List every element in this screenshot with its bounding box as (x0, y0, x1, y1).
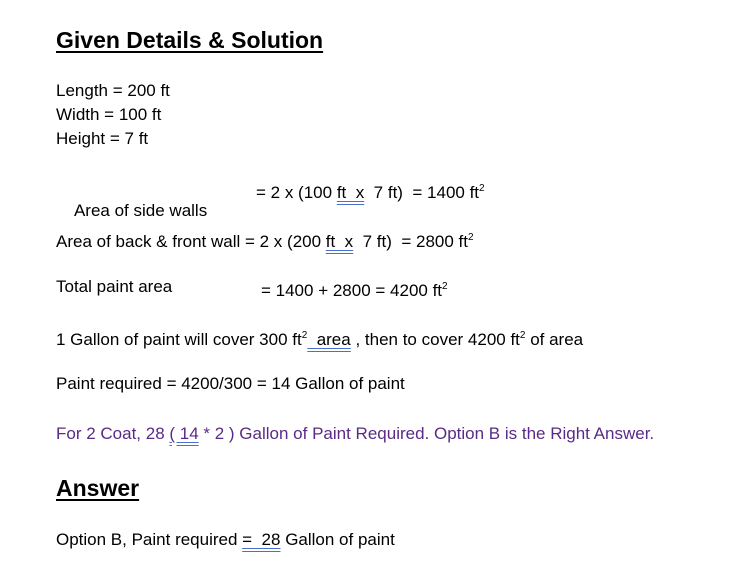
side-walls-superscript: 2 (479, 183, 485, 194)
coat-underlined: ( 14 (169, 424, 199, 443)
gallon-superscript-1: 2 (301, 330, 308, 341)
gallon-area: area (307, 330, 351, 349)
total-area-label: Total paint area (56, 277, 173, 296)
back-front-eq-post: 7 ft) = 2800 ft (353, 232, 469, 251)
answer-pre: Option B, Paint required (56, 530, 243, 549)
coat-pre: For 2 Coat, 28 (56, 424, 170, 443)
side-walls-label: Area of side walls (73, 201, 208, 220)
paint-required-line: Paint required = 4200/300 = 14 Gallon of paint (56, 374, 405, 393)
total-area-eq: = 1400 + 2800 = 4200 ft (261, 281, 443, 300)
gallon-superscript-2: 2 (519, 330, 526, 341)
side-walls-eq-pre: = 2 x (100 (256, 183, 337, 202)
total-area-equation (261, 276, 448, 302)
back-front-label: Area of back & front wall = 2 x (200 (56, 232, 326, 251)
height-line: Height = 7 ft (56, 129, 149, 148)
coat-post: * 2 ) Gallon of Paint Required. Option B is the Right Answer. (198, 424, 655, 443)
gallon-post: of area (525, 330, 584, 349)
side-walls-eq-post: 7 ft) = 1400 ft (364, 183, 480, 202)
gallon-pre: 1 Gallon of paint will cover 300 ft (56, 330, 302, 349)
gallon-coverage-line (56, 325, 583, 351)
side-walls-equation (256, 178, 485, 204)
answer-post: Gallon of paint (280, 530, 395, 549)
heading-answer: Answer (56, 475, 140, 501)
width-line: Width = 100 ft (56, 105, 162, 124)
heading-given-details: Given Details & Solution (56, 27, 324, 53)
back-front-ft-x: ft x (325, 232, 354, 251)
length-line: Length = 200 ft (56, 81, 170, 100)
gallon-mid: , then to cover 4200 ft (350, 330, 520, 349)
answer-underlined: = 28 (242, 530, 281, 549)
coat-line (56, 423, 654, 445)
total-area-superscript: 2 (442, 281, 448, 292)
side-walls-ft-x: ft x (336, 183, 365, 202)
back-front-superscript: 2 (468, 232, 474, 243)
back-front-line (56, 227, 474, 253)
answer-line (56, 529, 395, 551)
